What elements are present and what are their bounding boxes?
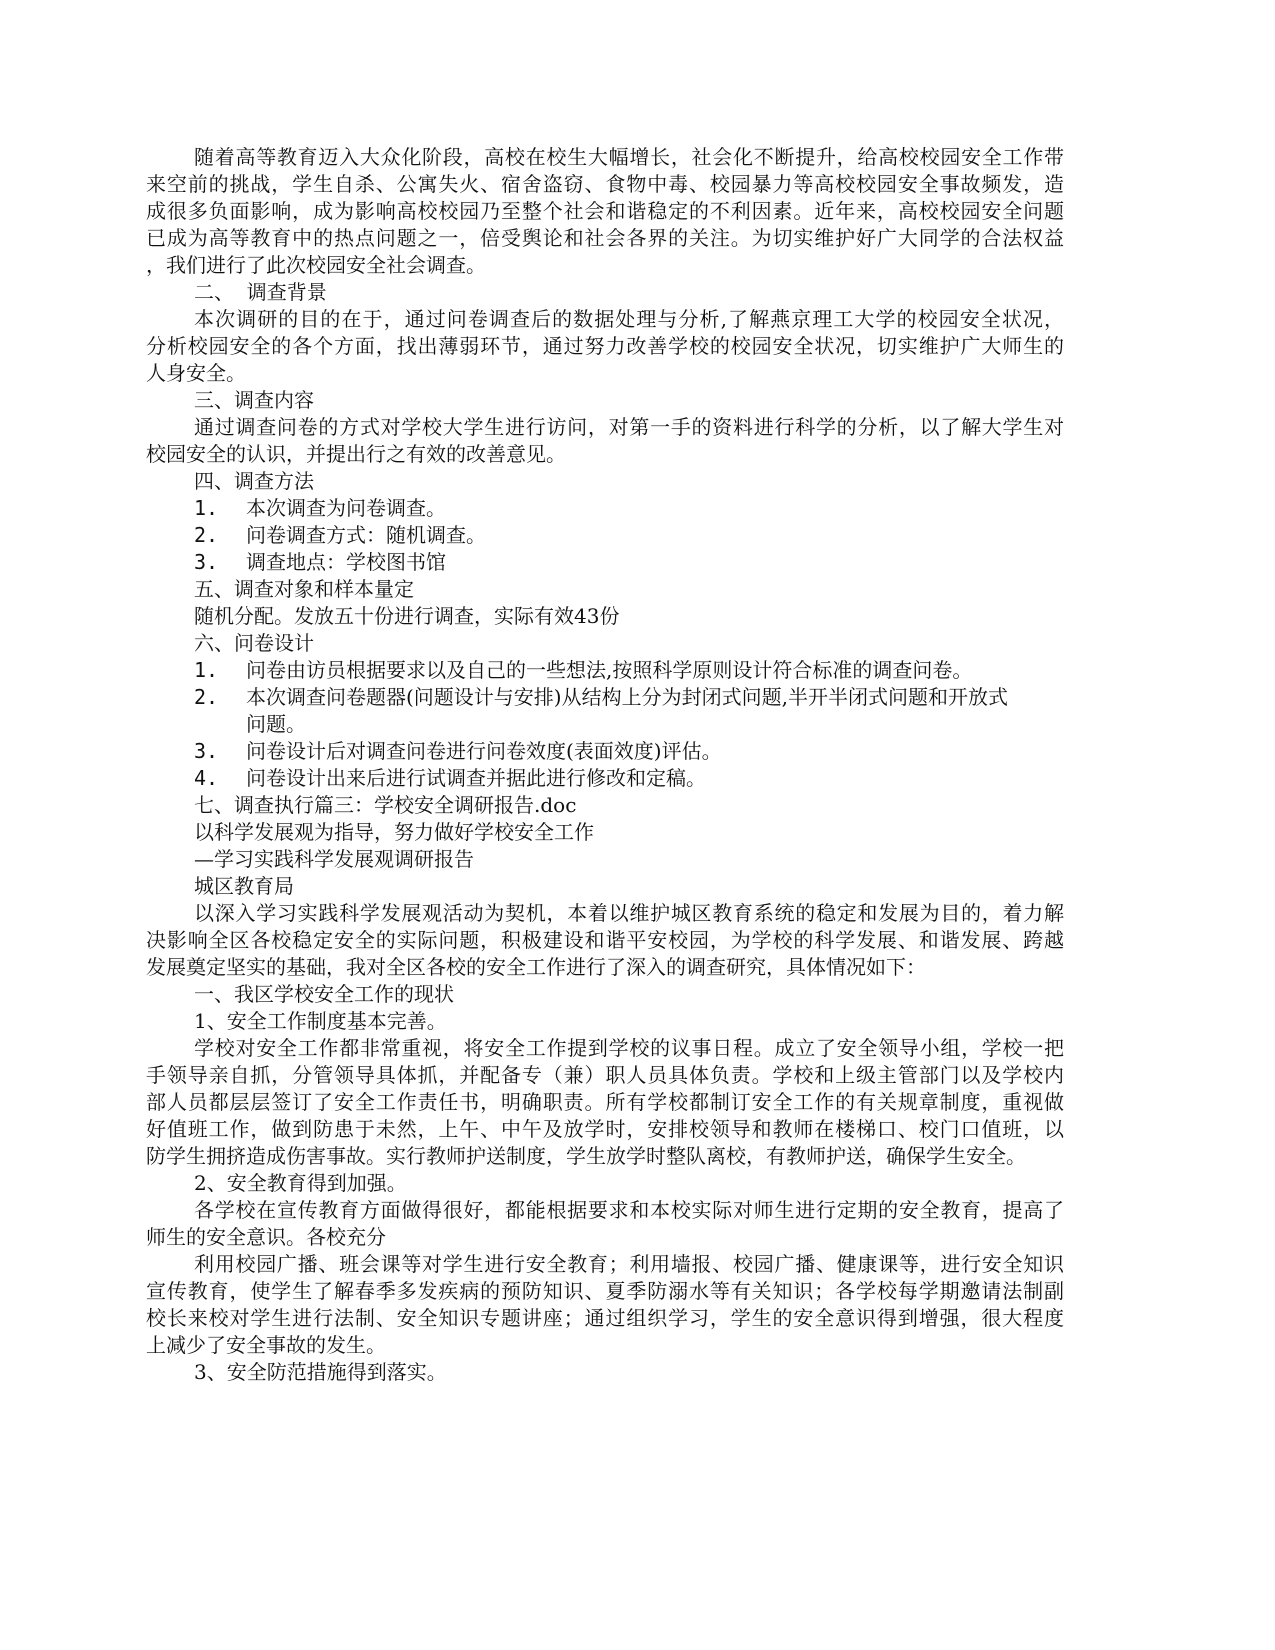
list-text: 问卷设计后对调查问卷进行问卷效度(表面效度)评估。 xyxy=(246,739,722,763)
text-line: ，我们进行了此次校园安全社会调查。 xyxy=(146,253,486,277)
list-item xyxy=(194,684,1008,711)
report-subtitle: —学习实践科学发展观调研报告 xyxy=(194,847,474,871)
section-heading: 四、调查方法 xyxy=(194,469,314,493)
section-heading: 一、我区学校安全工作的现状 xyxy=(194,982,454,1006)
text-line: 人身安全。 xyxy=(146,361,246,385)
list-item xyxy=(194,522,486,549)
list-item-continuation: 问题。 xyxy=(246,712,306,736)
list-item xyxy=(194,495,446,522)
list-text: 问卷调查方式：随机调查。 xyxy=(246,523,486,547)
text-line: 校长来校对学生进行法制、安全知识专题讲座；通过组织学习，学生的安全意识得到增强，很大程度 xyxy=(146,1306,1064,1330)
report-author: 城区教育局 xyxy=(194,874,294,898)
text-line: 本次调研的目的在于，通过问卷调查后的数据处理与分析,了解燕京理工大学的校园安全状况， xyxy=(194,307,1064,331)
subsection-heading: 1、安全工作制度基本完善。 xyxy=(194,1009,447,1033)
list-item xyxy=(194,738,722,765)
text-line: 随机分配。发放五十份进行调查，实际有效43份 xyxy=(194,604,620,628)
text-line: 发展奠定坚实的基础，我对全区各校的安全工作进行了深入的调查研究，具体情况如下： xyxy=(146,955,926,979)
section-heading: 六、问卷设计 xyxy=(194,631,314,655)
list-text: 本次调查为问卷调查。 xyxy=(246,496,446,520)
list-number: 2. xyxy=(194,523,219,547)
report-title: 以科学发展观为指导，努力做好学校安全工作 xyxy=(194,820,594,844)
text-line: 上减少了安全事故的发生。 xyxy=(146,1333,386,1357)
text-line: 部人员都层层签订了安全工作责任书，明确职责。所有学校都制订安全工作的有关规章制度，重视做 xyxy=(146,1090,1064,1114)
list-number: 4. xyxy=(194,766,219,790)
list-text: 本次调查问卷题器(问题设计与安排)从结构上分为封闭式问题,半开半闭式问题和开放式 xyxy=(246,685,1008,709)
list-number: 3. xyxy=(194,550,219,574)
list-text: 问卷由访员根据要求以及自己的一些想法,按照科学原则设计符合标准的调查问卷。 xyxy=(246,658,973,682)
text-line: 好值班工作，做到防患于未然，上午、中午及放学时，安排校领导和教师在楼梯口、校门口值班，以 xyxy=(146,1117,1064,1141)
subsection-heading: 3、安全防范措施得到落实。 xyxy=(194,1360,447,1384)
section-heading: 三、调查内容 xyxy=(194,388,314,412)
subsection-heading: 2、安全教育得到加强。 xyxy=(194,1171,407,1195)
list-number: 1. xyxy=(194,658,219,682)
text-line: 分析校园安全的各个方面，找出薄弱环节，通过努力改善学校的校园安全状况，切实维护广大师生的 xyxy=(146,334,1064,358)
text-line: 宣传教育，使学生了解春季多发疾病的预防知识、夏季防溺水等有关知识；各学校每学期邀请法制副 xyxy=(146,1279,1064,1303)
list-number: 1. xyxy=(194,496,219,520)
section-heading: 二、 调查背景 xyxy=(194,280,327,304)
text-line: 利用校园广播、班会课等对学生进行安全教育；利用墙报、校园广播、健康课等，进行安全知识 xyxy=(194,1252,1064,1276)
text-line: 师生的安全意识。各校充分 xyxy=(146,1225,386,1249)
text-line: 通过调查问卷的方式对学校大学生进行访问，对第一手的资料进行科学的分析，以了解大学生对 xyxy=(194,415,1064,439)
text-line: 各学校在宣传教育方面做得很好，都能根据要求和本校实际对师生进行定期的安全教育，提高了 xyxy=(194,1198,1064,1222)
text-line: 防学生拥挤造成伤害事故。实行教师护送制度，学生放学时整队离校，有教师护送，确保学生安全。 xyxy=(146,1144,1026,1168)
list-number: 2. xyxy=(194,685,219,709)
text-line: 以深入学习实践科学发展观活动为契机，本着以维护城区教育系统的稳定和发展为目的，着力解 xyxy=(194,901,1064,925)
text-line: 随着高等教育迈入大众化阶段，高校在校生大幅增长，社会化不断提升，给高校校园安全工作带 xyxy=(194,145,1064,169)
text-line: 来空前的挑战，学生自杀、公寓失火、宿舍盗窃、食物中毒、校园暴力等高校校园安全事故频发，造 xyxy=(146,172,1064,196)
text-line: 已成为高等教育中的热点问题之一，倍受舆论和社会各界的关注。为切实维护好广大同学的合法权益 xyxy=(146,226,1064,250)
list-text: 问卷设计出来后进行试调查并据此进行修改和定稿。 xyxy=(246,766,706,790)
text-line: 校园安全的认识，并提出行之有效的改善意见。 xyxy=(146,442,566,466)
text-line: 学校对安全工作都非常重视，将安全工作提到学校的议事日程。成立了安全领导小组，学校一把 xyxy=(194,1036,1064,1060)
list-number: 3. xyxy=(194,739,219,763)
list-item xyxy=(194,549,446,576)
text-line: 成很多负面影响，成为影响高校校园乃至整个社会和谐稳定的不利因素。近年来，高校校园安全问题 xyxy=(146,199,1064,223)
list-item xyxy=(194,657,972,684)
section-heading: 五、调查对象和样本量定 xyxy=(194,577,414,601)
list-text: 调查地点：学校图书馆 xyxy=(246,550,446,574)
list-item xyxy=(194,765,706,792)
text-line: 决影响全区各校稳定安全的实际问题，积极建设和谐平安校园，为学校的科学发展、和谐发展、跨越 xyxy=(146,928,1064,952)
text-line: 手领导亲自抓，分管领导具体抓，并配备专（兼）职人员具体负责。学校和上级主管部门以及学校内 xyxy=(146,1063,1064,1087)
section-heading: 七、调查执行篇三：学校安全调研报告.doc xyxy=(194,793,577,817)
